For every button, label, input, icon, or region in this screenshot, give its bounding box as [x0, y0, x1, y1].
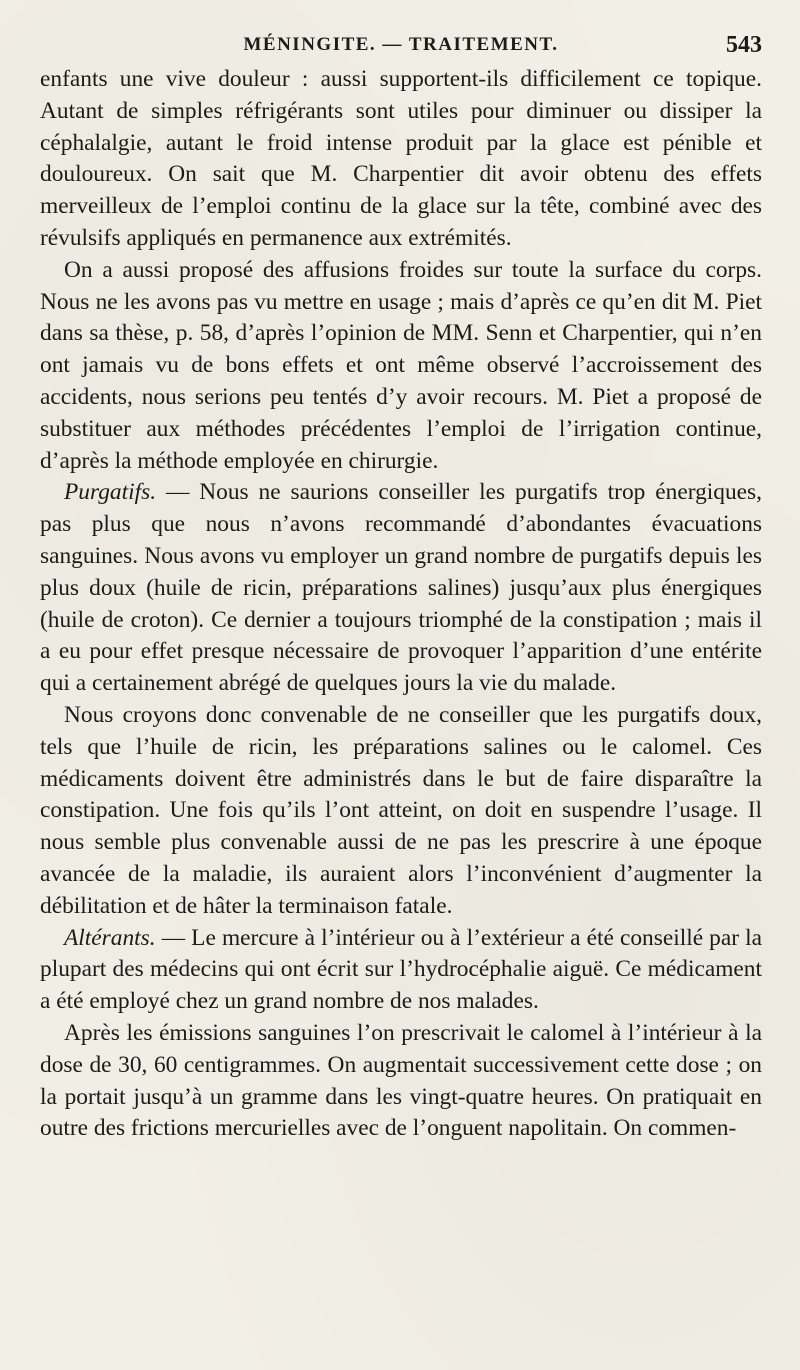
paragraph — [40, 64, 762, 255]
paragraph-text: — Le mercure à l’intérieur ou à l’extérieur a été conseillé par la plupart des médecins qui ont écrit sur l’hydrocéphalie aiguë. Ce médicament a été employé chez un grand nombre de nos malades. — [40, 924, 762, 1015]
paragraph-text: — Nous ne saurions conseiller les purgatifs trop énergiques, pas plus que nous n’avons recommandé d’abondantes évacuations sanguines. Nous avons vu employer un grand nombre de purgatifs depuis les plus doux (huile de ricin, préparations salines) jusqu’aux plus énergiques (huile de croton). Ce dernier a toujours triomphé de la constipation ; mais il a eu pour effet presque nécessaire de provoquer l’apparition d’une entérite qui a certainement abrégé de quelques jours la vie du malade. — [40, 479, 762, 697]
paragraph — [40, 477, 762, 700]
paragraph-text: Nous croyons donc convenable de ne conseiller que les purgatifs doux, tels que l’huile de ricin, les préparations salines ou le calomel. Ces médicaments doivent être administrés dans le but de faire disparaître la constipation. Une fois qu’ils l’ont atteint, on doit en suspendre l’usage. Il nous semble plus convenable aussi de ne pas les prescrire à une époque avancée de la maladie, ils auraient alors l’inconvénient d’augmenter la débilitation et de hâter la terminaison fatale. — [40, 701, 762, 919]
running-title: MÉNINGITE. — TRAITEMENT. — [243, 34, 559, 55]
paragraph — [40, 255, 762, 478]
section-lead: Altérants. — [64, 924, 156, 951]
section-lead: Purgatifs. — [64, 479, 157, 506]
paragraph — [40, 923, 762, 1018]
page-number: 543 — [726, 32, 762, 58]
paragraph — [40, 700, 762, 923]
paragraph — [40, 1018, 762, 1145]
paragraph-text: On a aussi proposé des affusions froides sur toute la surface du corps. Nous ne les avons pas vu mettre en usage ; mais d’après ce qu’en dit M. Piet dans sa thèse, p. 58, d’après l’opinion de MM. Senn et Charpentier, qui n’en ont jamais vu de bons effets et ont même observé l’accroissement des accidents, nous serions peu tentés d’y avoir recours. M. Piet a proposé de substituer aux méthodes précédentes l’emploi de l’irrigation continue, d’après la méthode employée en chirurgie. — [40, 256, 762, 474]
paragraph-text: enfants une vive douleur : aussi supportent-ils difficilement ce topique. Autant de simples réfrigérants sont utiles pour diminuer ou dissiper la céphalalgie, autant le froid intense produit par la glace est pénible et douloureux. On sait que M. Charpentier dit avoir obtenu des effets merveilleux de l’emploi continu de la glace sur la tête, combiné avec des révulsifs appliqués en permanence aux extrémités. — [40, 66, 762, 251]
body-text — [40, 64, 762, 1145]
running-head — [40, 30, 762, 64]
paragraph-text: Après les émissions sanguines l’on prescrivait le calomel à l’intérieur à la dose de 30, 60 centigrammes. On augmentait successivement cette dose ; on la portait jusqu’à un gramme dans les vingt-quatre heures. On pratiquait en outre des frictions mercurielles avec de l’onguent napolitain. On commen- — [40, 1019, 762, 1142]
